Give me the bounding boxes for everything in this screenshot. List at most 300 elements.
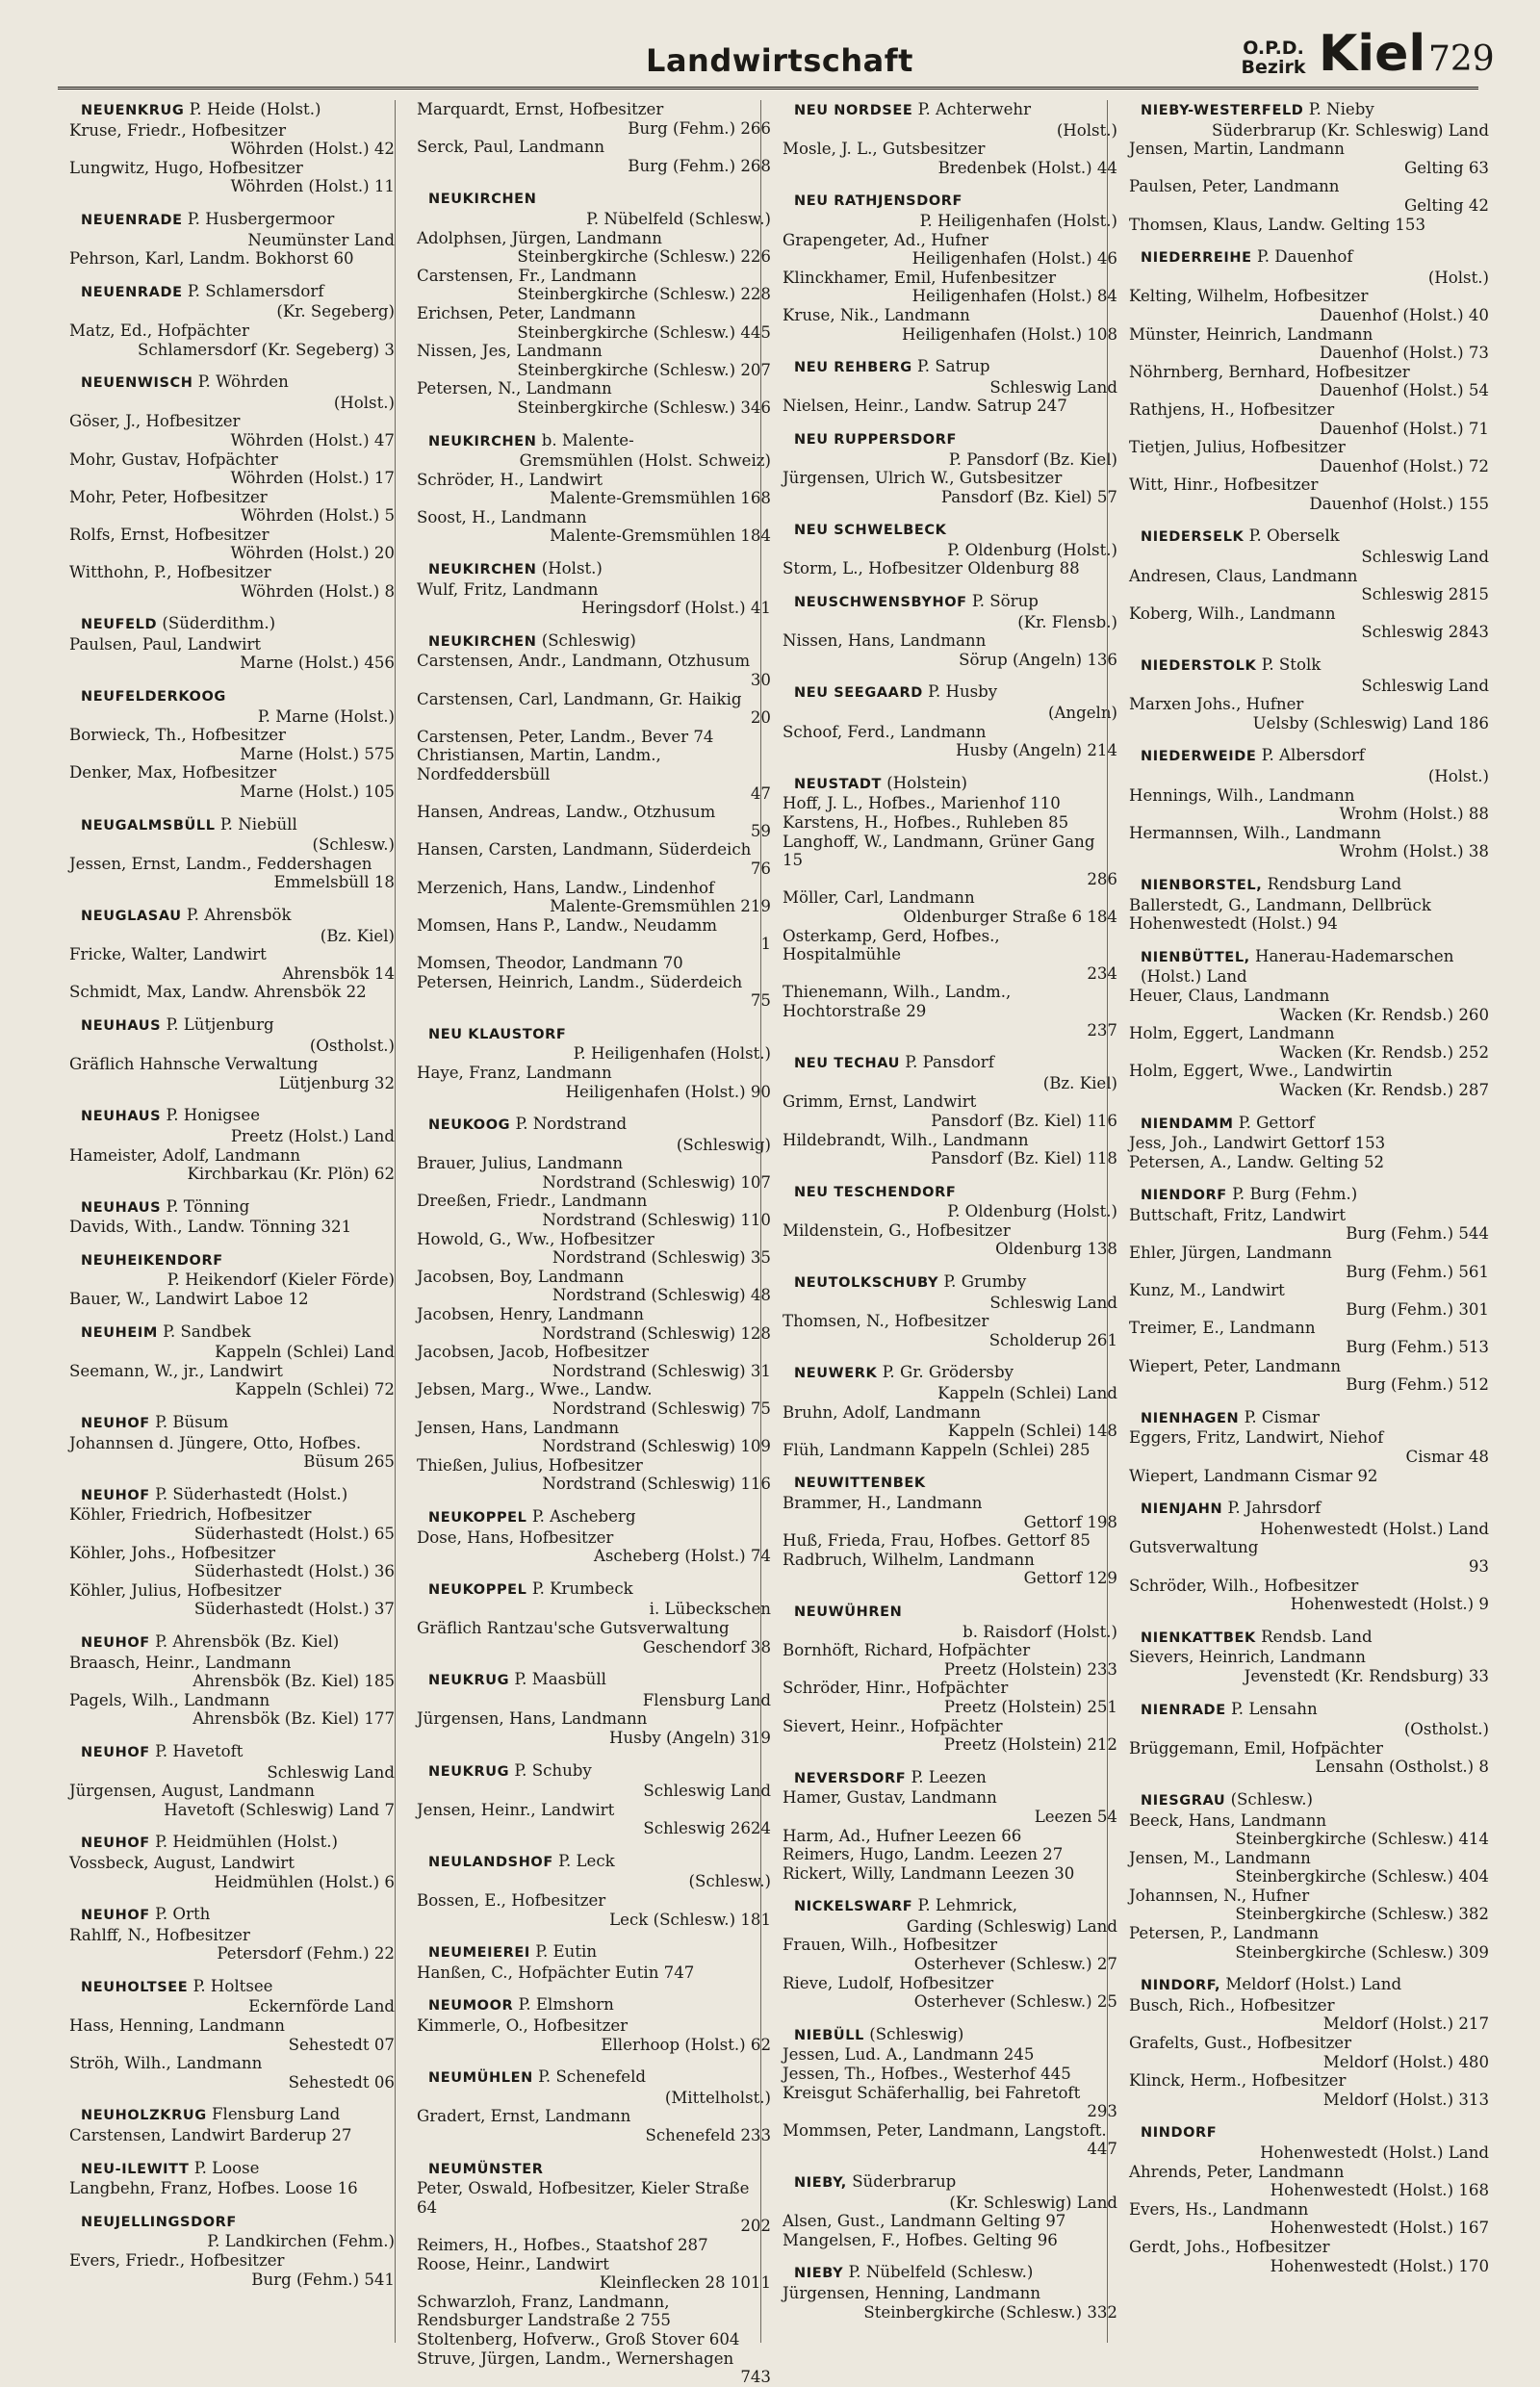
- directory-entry: [1117, 475, 1489, 513]
- place-block: [771, 1602, 1117, 1755]
- directory-entry: [771, 1845, 1117, 1864]
- place-heading: [771, 1896, 1117, 1917]
- entry-text: Johannsen d. Jüngere, Otto, Hofbes.: [69, 1433, 362, 1452]
- place-name: NEUHAUS: [81, 1017, 162, 1034]
- directory-entry: [771, 469, 1117, 506]
- place-info: P. Leck: [558, 1851, 615, 1870]
- place-heading: [58, 1485, 395, 1506]
- entry-text: Denker, Max, Hofbesitzer: [69, 763, 277, 783]
- entry-location: 93: [1468, 1556, 1489, 1576]
- entry-location: Wrohm (Holst.) 88: [1339, 805, 1489, 824]
- place-name: NEUGALMSBÜLL: [81, 817, 216, 834]
- directory-entry: [1117, 140, 1489, 177]
- entry-location: Heringsdorf (Holst.) 41: [581, 599, 771, 618]
- directory-entry: [771, 927, 1117, 984]
- directory-entry: [58, 488, 395, 526]
- entry-text: Fricke, Walter, Landwirt: [69, 945, 267, 964]
- place-block: [405, 631, 771, 1011]
- entry-text: Christiansen, Martin, Landm., Nordfeddersbüll: [417, 746, 661, 783]
- entry-location: Marne (Holst.) 105: [240, 783, 395, 801]
- entry-location: Nordstrand (Schleswig) 116: [542, 1475, 771, 1494]
- place-info: P. Lütjenburg: [166, 1014, 274, 1034]
- place-heading: [58, 2212, 395, 2233]
- place-name: NEUHEIKENDORF: [81, 1252, 223, 1269]
- directory-entry: [771, 1092, 1117, 1130]
- entry-text: Kruse, Friedr., Hofbesitzer: [69, 120, 287, 140]
- place-name: NEUKOOG: [428, 1117, 511, 1134]
- directory-entry: [1117, 824, 1489, 861]
- place-name: NEU TECHAU: [794, 1056, 900, 1072]
- directory-entry: [771, 2065, 1117, 2084]
- entry-text: Kunz, M., Landwirt: [1129, 1281, 1285, 1300]
- place-heading: [771, 1602, 1117, 1623]
- place-info: Flensburg Land: [212, 2105, 341, 2124]
- place-info: P. Jahrsdorf: [1227, 1499, 1322, 1518]
- entry-location: 47: [750, 783, 771, 803]
- place-block: [771, 1053, 1117, 1168]
- entry-location: Dauenhof (Holst.) 73: [1319, 344, 1489, 363]
- directory-entry: [58, 635, 395, 673]
- entry-text: Jessen, Ernst, Landm., Feddershagen: [69, 854, 372, 873]
- entry-text: Nissen, Jes, Landmann: [417, 342, 603, 361]
- place-postal-info: (Bz. Kiel): [1042, 1073, 1117, 1092]
- entry-text: Hanßen, C., Hofpächter Eutin 747: [417, 1963, 695, 1982]
- directory-entry: [405, 1154, 771, 1192]
- place-info: P. Satrup: [916, 357, 990, 376]
- entry-text: Hoff, J. L., Hofbes., Marienhof 110: [783, 794, 1061, 813]
- entry-text: Seemann, W., jr., Landwirt: [69, 1361, 283, 1380]
- entry-location: Emmelsbüll 18: [273, 873, 395, 892]
- place-name: NIENKATTBEK: [1141, 1630, 1256, 1646]
- entry-text: Lungwitz, Hugo, Hofbesitzer: [69, 158, 303, 177]
- directory-entry: [405, 1343, 771, 1380]
- entry-location: Pansdorf (Bz. Kiel) 116: [931, 1111, 1117, 1130]
- directory-entry: [405, 1305, 771, 1343]
- entry-text: Gräflich Rantzau'sche Gutsverwaltung: [417, 1618, 730, 1637]
- entry-location: Havetoft (Schleswig) Land 7: [164, 1800, 395, 1819]
- entry-location: Wrohm (Holst.) 38: [1339, 842, 1489, 861]
- entry-text: Jensen, Heinr., Landwirt: [417, 1800, 615, 1819]
- place-info: P. Heidmühlen (Holst.): [155, 1833, 339, 1852]
- entry-location: Cismar 48: [1405, 1448, 1489, 1466]
- place-info: P. Oberselk: [1248, 526, 1340, 546]
- place-name: NIENDORF: [1141, 1188, 1227, 1204]
- entry-location: 743: [740, 2368, 771, 2387]
- directory-entry: [58, 2016, 395, 2054]
- place-heading: [1117, 1628, 1489, 1649]
- place-block: [1117, 247, 1489, 513]
- place-info: P. Sörup: [971, 592, 1039, 611]
- directory-entry: [58, 526, 395, 563]
- place-info: P. Lehmrick,: [917, 1896, 1017, 1915]
- place-block: [1117, 2122, 1489, 2275]
- directory-entry: [771, 1679, 1117, 1716]
- place-name: NEU-ILEWITT: [81, 2161, 190, 2177]
- entry-text: Dreeßen, Friedr., Landmann: [417, 1192, 648, 1211]
- entry-text: Serck, Paul, Landmann: [417, 138, 605, 157]
- entry-text: Möller, Carl, Landmann: [783, 888, 975, 908]
- entry-text: Jensen, Martin, Landmann: [1129, 140, 1345, 159]
- place-name: NEUGLASAU: [81, 908, 182, 924]
- place-info: (Schlesw.): [1230, 1789, 1314, 1809]
- place-name: NEUHAUS: [81, 1199, 162, 1216]
- entry-location: Meldorf (Holst.) 313: [1322, 2090, 1489, 2109]
- place-info: P. Lensahn: [1230, 1699, 1318, 1718]
- directory-entry: [58, 2126, 395, 2145]
- place-block: [771, 520, 1117, 578]
- entry-location: Wöhrden (Holst.) 11: [230, 177, 395, 196]
- place-name: NEUHOF: [81, 1416, 150, 1432]
- place-info: P. Tönning: [166, 1196, 250, 1216]
- entry-location: Steinbergkirche (Schlesw.) 207: [517, 360, 771, 379]
- directory-entry: [405, 267, 771, 304]
- entry-location: Dauenhof (Holst.) 54: [1319, 381, 1489, 400]
- directory-entry: [58, 2251, 395, 2289]
- place-heading: [405, 1024, 771, 1045]
- entry-location: 59: [750, 821, 771, 840]
- entry-text: Paulsen, Peter, Landmann: [1129, 177, 1340, 196]
- place-block: [405, 1670, 771, 1747]
- place-name: NEUHOF: [81, 1908, 150, 1924]
- place-postal-info: (Kr. Segeberg): [276, 302, 395, 321]
- directory-entry: [58, 1581, 395, 1619]
- place-block: [1117, 655, 1489, 732]
- place-heading: [58, 1106, 395, 1127]
- directory-entry: [771, 631, 1117, 669]
- place-postal-info: (Schleswig): [676, 1135, 771, 1154]
- place-name: NIEBÜLL: [794, 2027, 864, 2043]
- directory-entry: [771, 1131, 1117, 1168]
- place-name: NEUHAUS: [81, 1109, 162, 1125]
- entry-location: Nordstrand (Schleswig) 48: [552, 1286, 771, 1305]
- place-heading: [1117, 1408, 1489, 1429]
- directory-entry: [58, 1854, 395, 1891]
- directory-entry: [1117, 363, 1489, 400]
- page-title: Landwirtschaft: [646, 42, 913, 79]
- entry-location: Marne (Holst.) 456: [240, 654, 395, 673]
- place-info: P. Gr. Grödersby: [882, 1363, 1014, 1382]
- entry-text: Struve, Jürgen, Landm., Wernershagen: [417, 2348, 734, 2368]
- entry-location: Ahrensbök 14: [282, 963, 395, 983]
- place-block: [771, 2025, 1117, 2159]
- entry-location: Ellerhoop (Holst.) 62: [601, 2035, 771, 2054]
- entry-location: Kleinflecken 28 1011: [599, 2273, 771, 2293]
- directory-entry: [405, 916, 771, 954]
- place-heading: [771, 1363, 1117, 1384]
- place-postal-info: i. Lübeckschen: [649, 1600, 771, 1619]
- entry-text: Jebsen, Marg., Wwe., Landw.: [417, 1380, 653, 1399]
- entry-location: Steinbergkirche (Schlesw.) 445: [517, 322, 771, 342]
- place-heading: [405, 559, 771, 580]
- place-heading: [771, 1272, 1117, 1294]
- place-info: P. Süderhastedt (Holst.): [155, 1484, 348, 1503]
- place-info: (Holst.): [541, 559, 603, 578]
- entry-text: Mosle, J. L., Gutsbesitzer: [783, 140, 986, 159]
- entry-text: Nielsen, Heinr., Landw. Satrup 247: [783, 397, 1067, 416]
- place-name: NIEBY: [794, 2266, 844, 2282]
- place-block: [58, 1322, 395, 1399]
- entry-text: Bauer, W., Landwirt Laboe 12: [69, 1290, 309, 1309]
- entry-location: Osterhever (Schlesw.) 27: [913, 1955, 1117, 1974]
- place-block: [405, 1024, 771, 1101]
- entry-location: Wöhrden (Holst.) 47: [230, 430, 395, 449]
- entry-location: 286: [1087, 869, 1117, 888]
- place-postal-info: (Holst.): [1427, 767, 1489, 785]
- place-block: [771, 592, 1117, 669]
- entry-location: Schlamersdorf (Kr. Segeberg) 3: [138, 340, 395, 359]
- entry-text: Gerdt, Johs., Hofbesitzer: [1129, 2237, 1330, 2256]
- directory-entry: [771, 1312, 1117, 1349]
- directory-entry: [405, 1230, 771, 1268]
- place-block: [771, 774, 1117, 1040]
- directory-entry: [58, 1218, 395, 1237]
- place-heading: [58, 1742, 395, 1763]
- entry-location: Burg (Fehm.) 561: [1346, 1262, 1489, 1281]
- place-postal-info: Eckernförde Land: [248, 1997, 395, 2016]
- directory-entry: [405, 508, 771, 546]
- entry-text: Hennings, Wilh., Landmann: [1129, 785, 1355, 805]
- place-postal-info: P. Pansdorf (Bz. Kiel): [948, 449, 1117, 469]
- place-block: [1117, 1185, 1489, 1395]
- entry-text: Hameister, Adolf, Landmann: [69, 1145, 301, 1165]
- entry-location: Sehestedt 07: [288, 2035, 395, 2054]
- district-label-line1: O.P.D.: [1243, 38, 1304, 59]
- place-postal-info: (Bz. Kiel): [320, 926, 395, 945]
- place-heading: [58, 2105, 395, 2126]
- directory-entry: [405, 2255, 771, 2293]
- entry-location: Steinbergkirche (Schlesw.) 309: [1235, 1942, 1489, 1962]
- place-block: [405, 189, 771, 417]
- place-name: NEUHEIM: [81, 1324, 158, 1341]
- place-block: [58, 1197, 395, 1237]
- directory-entry: [771, 1717, 1117, 1755]
- directory-entry: [771, 1441, 1117, 1460]
- entry-location: Kappeln (Schlei) 72: [235, 1380, 395, 1399]
- place-info: P. Ahrensbök: [186, 905, 292, 924]
- directory-entry: [405, 471, 771, 508]
- place-name: NINDORF: [1141, 2125, 1218, 2142]
- place-heading: [1117, 247, 1489, 269]
- entry-text: Ehler, Jürgen, Landmann: [1129, 1244, 1332, 1263]
- entry-text: Davids, With., Landw. Tönning 321: [69, 1218, 352, 1237]
- place-name: NEU SCHWELBECK: [794, 523, 947, 539]
- place-info: P. Krumbeck: [531, 1578, 633, 1598]
- directory-entry: [771, 2212, 1117, 2231]
- place-postal-info: P. Nübelfeld (Schlesw.): [586, 209, 771, 228]
- place-name: NEU RATHJENSDORF: [794, 193, 963, 210]
- entry-text: Hamer, Gustav, Landmann: [783, 1788, 997, 1808]
- place-name: NEUMOOR: [428, 1998, 514, 2015]
- place-heading: [405, 1995, 771, 2016]
- entry-text: Bruhn, Adolf, Landmann: [783, 1402, 981, 1422]
- directory-entry: [1117, 1319, 1489, 1356]
- entry-text: Jürgensen, Ulrich W., Gutsbesitzer: [783, 469, 1063, 488]
- entry-text: Ballerstedt, G., Landmann, Dellbrück Hohenwestedt (Holst.) 94: [1129, 895, 1431, 934]
- place-name: NEUKOPPEL: [428, 1509, 527, 1526]
- place-name: NEUWÜHREN: [794, 1604, 903, 1620]
- entry-text: Petersen, P., Landmann: [1129, 1924, 1320, 1943]
- entry-text: Karstens, H., Hofbes., Ruhleben 85: [783, 813, 1069, 832]
- place-name: NEUJELLINGSDORF: [81, 2214, 237, 2230]
- entry-text: Haye, Franz, Landmann: [417, 1063, 612, 1082]
- entry-text: Paulsen, Paul, Landwirt: [69, 634, 262, 654]
- entry-text: Thienemann, Wilh., Landm., Hochtorstraße 29: [783, 983, 1012, 1020]
- entry-text: Evers, Hs., Landmann: [1129, 2199, 1309, 2219]
- place-block: [771, 1182, 1117, 1259]
- place-name: NINDORF,: [1141, 1978, 1221, 1994]
- place-heading: [58, 1250, 395, 1271]
- place-postal-info: Schleswig Land: [989, 1293, 1117, 1312]
- directory-entry: [405, 138, 771, 175]
- place-block: [405, 2067, 771, 2144]
- place-info: P. Burg (Fehm.): [1232, 1185, 1358, 1204]
- place-heading: [405, 631, 771, 653]
- directory-entry: [405, 803, 771, 840]
- entry-text: Rieve, Ludolf, Hofbesitzer: [783, 1973, 994, 1992]
- directory-entry: [771, 888, 1117, 926]
- directory-entry: [58, 945, 395, 983]
- place-heading: [405, 1942, 771, 1964]
- entry-text: Langhoff, W., Landmann, Grüner Gang 15: [783, 832, 1095, 870]
- entry-text: Treimer, E., Landmann: [1129, 1319, 1316, 1338]
- directory-entry: [1117, 896, 1489, 934]
- place-block: [771, 1363, 1117, 1459]
- place-block: [405, 1115, 771, 1494]
- entry-text: Beeck, Hans, Landmann: [1129, 1810, 1327, 1830]
- place-name: NEULANDSHOF: [428, 1854, 553, 1870]
- directory-entry: [771, 2121, 1117, 2159]
- entry-text: Storm, L., Hofbesitzer Oldenburg 88: [783, 559, 1080, 578]
- place-heading: [58, 1015, 395, 1037]
- entry-text: Göser, J., Hofbesitzer: [69, 412, 241, 431]
- directory-entry: [771, 1551, 1117, 1588]
- entry-location: 447: [1087, 2140, 1117, 2159]
- directory-entry: [1117, 1244, 1489, 1281]
- entry-text: Erichsen, Peter, Landmann: [417, 303, 636, 322]
- place-info: P. Elmshorn: [518, 1995, 614, 2015]
- directory-entry: [771, 1864, 1117, 1884]
- place-info: P. Nieby: [1308, 100, 1374, 118]
- place-name: NIENBORSTEL,: [1141, 877, 1263, 893]
- place-heading: [771, 429, 1117, 450]
- entry-location: Heidmühlen (Holst.) 6: [214, 1872, 395, 1891]
- place-block: [405, 1761, 771, 1838]
- place-block: [58, 1413, 395, 1472]
- place-heading: [1117, 2122, 1489, 2143]
- place-block: [58, 1977, 395, 2092]
- entry-text: Petersen, Heinrich, Landm., Süderdeich: [417, 972, 743, 991]
- entry-location: 30: [750, 671, 771, 690]
- entry-text: Hildebrandt, Wilh., Landmann: [783, 1130, 1029, 1149]
- place-block: [1117, 100, 1489, 234]
- entry-text: Holm, Eggert, Wwe., Landwirtin: [1129, 1062, 1393, 1081]
- entry-location: 20: [750, 708, 771, 728]
- directory-entry: [1117, 1062, 1489, 1099]
- place-info: Hanerau-Hademarschen (Holst.) Land: [1141, 946, 1454, 987]
- place-postal-info: P. Heikendorf (Kieler Förde): [167, 1270, 395, 1290]
- place-block: [58, 282, 395, 359]
- place-postal-info: P. Marne (Holst.): [257, 706, 395, 726]
- place-heading: [58, 686, 395, 707]
- directory-entry: [771, 813, 1117, 833]
- directory-entry: [58, 249, 395, 269]
- entry-text: Köhler, Johs., Hofbesitzer: [69, 1543, 276, 1562]
- entry-location: 293: [1087, 2102, 1117, 2121]
- directory-entry: [771, 397, 1117, 416]
- entry-location: Heiligenhafen (Holst.) 84: [911, 287, 1117, 306]
- entry-text: Kimmerle, O., Hofbesitzer: [417, 2016, 629, 2036]
- place-heading: [58, 372, 395, 394]
- place-info: P. Heide (Holst.): [189, 100, 321, 118]
- place-heading: [405, 1507, 771, 1528]
- entry-text: Rathjens, H., Hofbesitzer: [1129, 399, 1335, 419]
- directory-entry: [58, 1434, 395, 1472]
- directory-entry: [771, 1788, 1117, 1826]
- column-4: [1107, 100, 1489, 2343]
- entry-location: Steinbergkirche (Schlesw.) 226: [517, 247, 771, 267]
- entry-text: Brauer, Julius, Landmann: [417, 1154, 624, 1173]
- entry-location: Gettorf 198: [1023, 1512, 1117, 1531]
- place-name: NEUHOF: [81, 1835, 150, 1852]
- place-info: P. Maasbüll: [514, 1670, 606, 1689]
- entry-location: Geschendorf 38: [642, 1637, 771, 1656]
- directory-entry: [405, 580, 771, 618]
- entry-location: Wacken (Kr. Rendsb.) 260: [1279, 1005, 1489, 1024]
- directory-entry: [1117, 1886, 1489, 1924]
- directory-entry: [405, 1964, 771, 1983]
- entry-location: Pansdorf (Bz. Kiel) 57: [940, 487, 1117, 506]
- entry-text: Carstensen, Fr., Landmann: [417, 266, 637, 285]
- directory-entry: [58, 2179, 395, 2198]
- directory-entry: [58, 1691, 395, 1729]
- place-postal-info: (Kr. Schleswig) Land: [949, 2193, 1117, 2212]
- entry-text: Köhler, Friedrich, Hofbesitzer: [69, 1505, 312, 1525]
- directory-entry: [1117, 1739, 1489, 1777]
- directory-entry: [771, 983, 1117, 1040]
- entry-text: Mildenstein, G., Hofbesitzer: [783, 1220, 1011, 1240]
- place-heading: [1117, 1975, 1489, 1996]
- directory-entry: [405, 840, 771, 878]
- place-name: NEUKRUG: [428, 1763, 510, 1780]
- entry-location: Gelting 42: [1403, 195, 1489, 215]
- directory-entry: [1117, 1134, 1489, 1153]
- entry-location: Lensahn (Ostholst.) 8: [1315, 1758, 1489, 1777]
- place-postal-info: Flensburg Land: [642, 1690, 771, 1709]
- entry-text: Momsen, Hans P., Landw., Neudamm: [417, 915, 718, 935]
- entry-location: Nordstrand (Schleswig) 110: [542, 1211, 771, 1230]
- place-name: NEUHOF: [81, 1487, 150, 1503]
- entry-text: Bornhöft, Richard, Hofpächter: [783, 1641, 1031, 1660]
- place-name: NEU TESCHENDORF: [794, 1184, 957, 1200]
- place-name: NEUHOF: [81, 1634, 150, 1651]
- place-info: P. Ascheberg: [531, 1506, 636, 1526]
- entry-text: Eggers, Fritz, Landwirt, Niehof: [1129, 1428, 1384, 1448]
- entry-location: 1: [760, 935, 771, 954]
- entry-text: Brammer, H., Landmann: [783, 1494, 983, 1512]
- place-heading: [58, 1197, 395, 1219]
- entry-text: Carstensen, Landwirt Barderup 27: [69, 2126, 352, 2145]
- place-name: NIEBY,: [794, 2175, 847, 2191]
- place-info: P. Albersdorf: [1261, 746, 1365, 765]
- entry-text: Nissen, Hans, Landmann: [783, 631, 987, 651]
- entry-location: Preetz (Holstein) 251: [943, 1697, 1117, 1716]
- place-name: NEUWERK: [794, 1366, 878, 1382]
- entry-text: Hermannsen, Wilh., Landmann: [1129, 823, 1381, 842]
- directory-entry: [1117, 1024, 1489, 1062]
- entry-text: Jensen, Hans, Landmann: [417, 1418, 620, 1437]
- entry-location: Schleswig 2815: [1361, 585, 1489, 604]
- place-info: Rendsburg Land: [1267, 874, 1402, 893]
